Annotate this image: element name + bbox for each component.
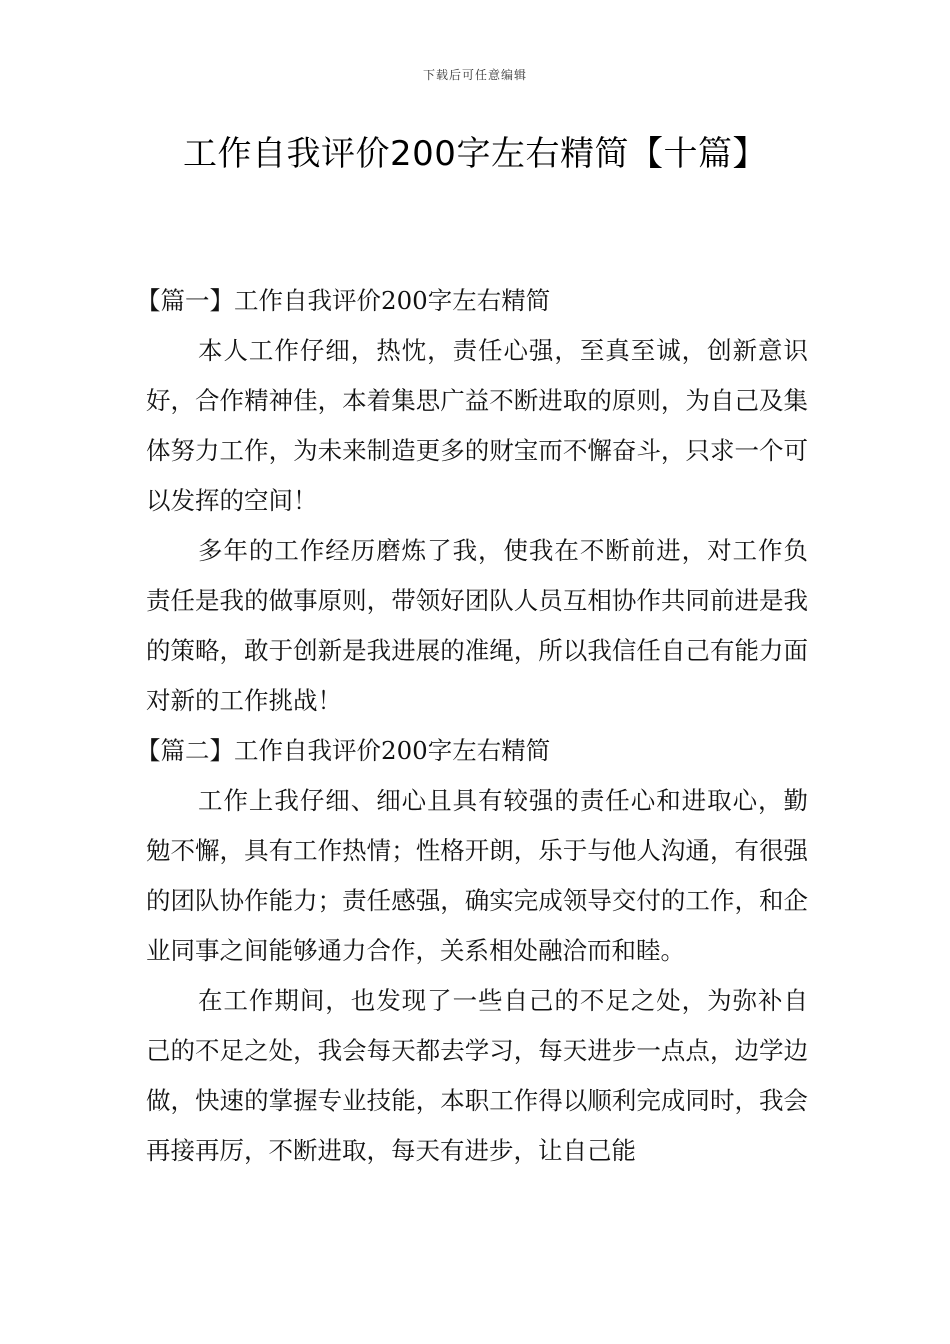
section-heading: 【篇二】工作自我评价200字左右精简 [136,736,551,765]
document-title: 工作自我评价200字左右精简【十篇】 [183,134,767,174]
header-note: 下载后可任意编辑 [422,68,527,82]
section-2 [136,726,808,1176]
paragraph: 本人工作仔细，热忱，责任心强，至真至诚，创新意识好，合作精神佳，本着集思广益不断进取的原则，为自己及集体努力工作，为未来制造更多的财宝而不懈奋斗，只求一个可以发挥的空间！ [146,336,808,515]
paragraph: 在工作期间，也发现了一些自己的不足之处，为弥补自己的不足之处，我会每天都去学习，每天进步一点点，边学边做，快速的掌握专业技能，本职工作得以顺利完成同时，我会再接再厉，不断进取，每天有进步，让自己能 [146,986,808,1165]
section-heading: 【篇一】工作自我评价200字左右精简 [136,286,551,315]
paragraph: 多年的工作经历磨炼了我，使我在不断前进，对工作负责任是我的做事原则，带领好团队人员互相协作共同前进是我的策略，敢于创新是我进展的准绳，所以我信任自己有能力面对新的工作挑战！ [146,536,808,715]
section-1 [136,276,808,726]
paragraph: 工作上我仔细、细心且具有较强的责任心和进取心，勤勉不懈，具有工作热情；性格开朗，乐于与他人沟通，有很强的团队协作能力；责任感强，确实完成领导交付的工作，和企业同事之间能够通力合作，关系相处融洽而和睦。 [146,786,808,965]
document-body [136,276,808,1176]
